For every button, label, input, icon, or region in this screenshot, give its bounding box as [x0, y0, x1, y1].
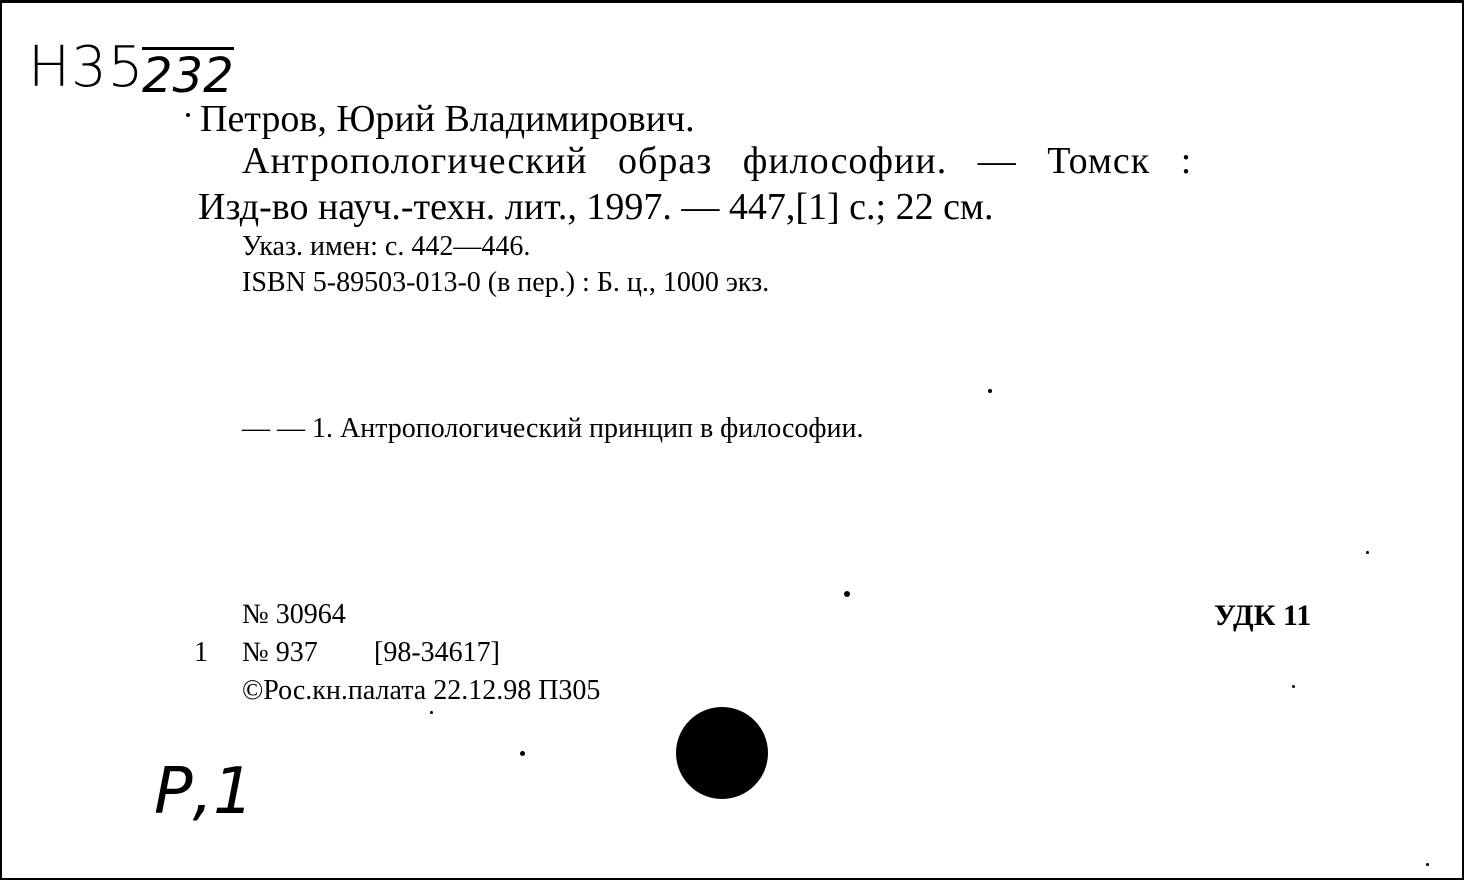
- speck: [1426, 863, 1429, 866]
- speck: [988, 389, 992, 393]
- speck: [430, 711, 433, 714]
- title-line: Антропологический образ философии. — Томск :: [242, 140, 1193, 182]
- punched-hole: [676, 707, 768, 799]
- publication-line: Изд-во науч.-техн. лит., 1997. — 447,[1] с.; 22 см.: [198, 186, 994, 228]
- record-number-1: № 30964: [242, 599, 346, 630]
- index-note: Указ. имен: с. 442—446.: [242, 231, 531, 262]
- subject-heading: — — 1. Антропологический принцип в философии.: [242, 413, 864, 444]
- copy-count: 1: [194, 637, 208, 668]
- speck: [186, 113, 190, 117]
- speck: [1292, 685, 1295, 688]
- handwritten-shelf-code: Н35: [28, 35, 145, 100]
- isbn-line: ISBN 5-89503-013-0 (в пер.) : Б. ц., 1000 экз.: [242, 267, 770, 298]
- registration-number: [98-34617]: [374, 637, 500, 668]
- udk-code: УДК 11: [1214, 599, 1312, 632]
- speck: [520, 751, 525, 756]
- copyright-line: ©Рос.кн.палата 22.12.98 П305: [242, 675, 601, 706]
- speck: [1366, 551, 1369, 554]
- speck: [844, 591, 850, 597]
- handwritten-note: Р,1: [154, 755, 254, 829]
- author-heading: Петров, Юрий Владимирович.: [200, 98, 695, 140]
- handwritten-number: 232: [142, 48, 234, 104]
- record-number-2: № 937: [242, 637, 318, 668]
